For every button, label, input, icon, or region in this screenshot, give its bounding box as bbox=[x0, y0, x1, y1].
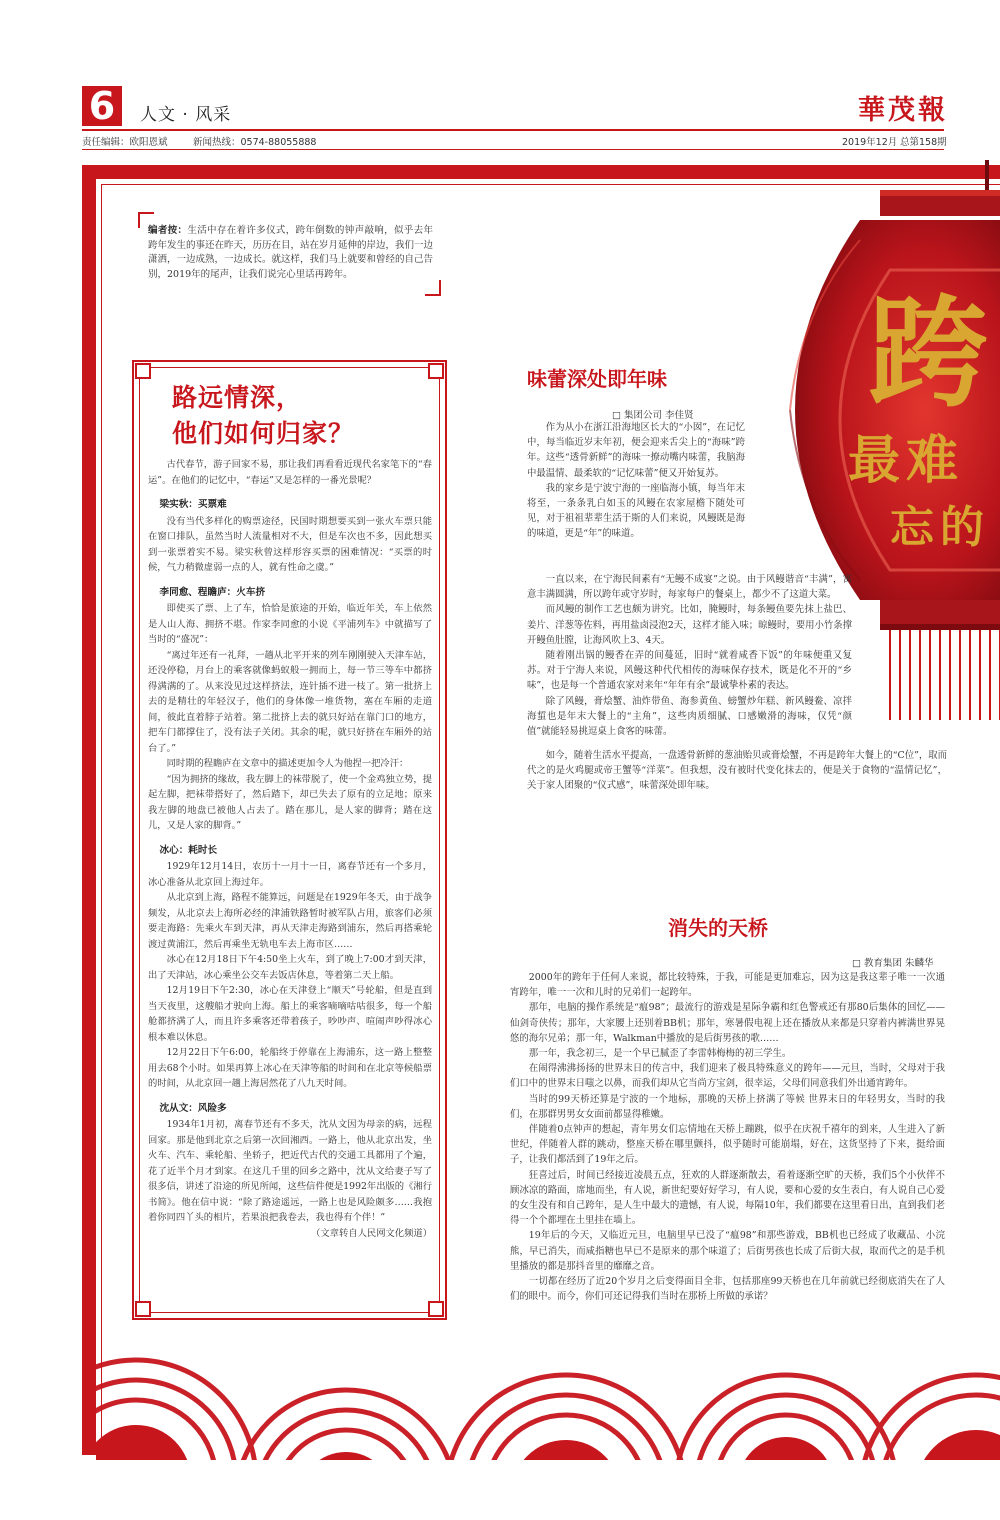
editor-note-label: 编者按： bbox=[148, 225, 188, 236]
subheading: 冰心：耗时长 bbox=[159, 844, 218, 856]
paragraph: 如今，随着生活水平提高，一盘透骨新鲜的葱油贻贝或膏烩蟹，不再是跨年大餐上的“C位”，取而代之的是火鸡腿或帝王蟹等“洋菜”。但我想，没有被时代变化抹去的，便是关于食物的“温情记忆”，关于家人团聚的“仪式感”，味蕾深处即年味。 bbox=[527, 750, 947, 792]
editor-note-text: 生活中存在着许多仪式，跨年倒数的钟声敲响，似乎去年跨年发生的事还在昨天，历历在目，站在岁月延伸的岸边，我们一边潇洒，一边成熟，一边成长。就这样，我们马上就要和曾经的自己告别，2019年的尾声，让我们说完心里话再跨年。 bbox=[148, 225, 434, 280]
paragraph: 一切都在经历了近20个岁月之后变得面目全非，包括那座99天桥也在几年前就已经彻底消失在了人们的眼中。而今，你们可还记得我们当时在那桥上所做的承诺？ bbox=[510, 1276, 945, 1303]
frame-corner bbox=[135, 363, 151, 379]
paragraph: 同时期的程瞻庐在文章中的描述更加令人为他捏一把冷汗： bbox=[166, 758, 409, 769]
article2-body-wide bbox=[527, 748, 947, 794]
issue-number: 总第158期 bbox=[900, 137, 947, 148]
paragraph: 12月22日下午6:00，轮船终于停靠在上海浦东，这一路上整整用去68个小时。如果再算上冰心在天津等船的时间和在北京等候船票的时间，从北京回一趟上海居然花了八九天时间。 bbox=[148, 1047, 432, 1089]
article3-title: 消失的天桥 bbox=[668, 916, 768, 940]
article3-body bbox=[510, 970, 945, 1304]
issue-date: 2019年12月 bbox=[842, 137, 898, 148]
paragraph: 1929年12月14日，农历十一月十一日，离春节还有一个多月，冰心准备从北京回上海过年。 bbox=[148, 861, 432, 888]
editor-credit: 责任编辑：欧阳恩斌 bbox=[82, 137, 168, 148]
paragraph: 除了风鳗，膏烩蟹、油炸带鱼、海参黄鱼、螃蟹炒年糕、新风鳗鲞、凉拌海蜇也是年末大餐上的“主角”，这些肉质细腻、口感嫩滑的海味，仅凭“颜值”就能轻易挑逗桌上食客的味蕾。 bbox=[527, 695, 852, 738]
page-number: 6 bbox=[82, 86, 122, 126]
subheading: 李同愈、程瞻庐：火车挤 bbox=[159, 586, 266, 598]
paragraph: “因为拥挤的缘故，我左脚上的袜带脱了，使一个金鸡独立势，提起左脚，把袜带搭好了，然后踏下，却已失去了原有的立足地；原来我左脚的地盘已被他人占去了。踏在那儿，是人家的脚背；踏在这儿，又是人家的脚背。” bbox=[148, 773, 432, 831]
paragraph: 在闹得沸沸扬扬的世界末日的传言中，我们迎来了极具特殊意义的跨年——元旦，当时，父母对于我们口中的世界末日嗤之以鼻，而我们却从它当尚方宝剑，很幸运，父母们同意我们外出通宵跨年。 bbox=[510, 1063, 945, 1090]
headline-line-2: 他们如何归家？ bbox=[172, 419, 355, 448]
article2-body-mid bbox=[527, 572, 852, 739]
bottom-wave-decoration bbox=[96, 1310, 1000, 1460]
wave-svg bbox=[96, 1310, 1000, 1460]
paragraph: 1934年1月初，离春节还有不多天，沈从文因为母亲的病，远程回家。那是他到北京之后第一次回湘西。一路上，他从北京出发，坐火车、汽车、乘轮船、坐轿子，把近代古代的交通工具都用了个遍，花了近半个月才到家。在这几千里的回乡之路中，沈从文给妻子写了很多信，讲述了沿途的所见所闻，这些信件便是1992年出版的《湘行书简》。他在信中说：“除了路途遥远，一路上也是风险颇多……我抱着你同四丫头的相片，若果浪把我卷去，我也得有个伴！” bbox=[148, 1119, 432, 1223]
paragraph: 那一年，我念初三，是一个早已腻歪了李雷韩梅梅的初三学生。 bbox=[528, 1048, 792, 1060]
header-rule-thin bbox=[82, 149, 944, 150]
source-credit: （文章转自人民网文化频道） bbox=[311, 1227, 432, 1239]
paragraph: 2000年的跨年于任何人来说，都比较特殊，于我，可能是更加难忘，因为这是我这辈子唯一一次通宵跨年，唯一一次和儿时的兄弟们一起跨年。 bbox=[510, 972, 945, 999]
paragraph: 我的家乡是宁波宁海的一座临海小镇，每当年末将至，一条条乳白如玉的风鳗在农家屋檐下随处可见，对于祖祖辈辈生活于斯的人们来说，风鳗既是海的味道，更是“年”的味道。 bbox=[527, 482, 745, 540]
news-hotline: 新闻热线：0574-88055888 bbox=[193, 137, 317, 148]
lantern-big-char: 跨 bbox=[868, 283, 988, 424]
paragraph: 那年，电脑的操作系统是“瘟98”；最流行的游戏是星际争霸和红色警戒还有那80后集体的回忆——仙剑奇侠传；那年，大家腰上还别着BB机；那年，寒暑假电视上还在播放从来都是只穿着内裤满世界晃悠的海尔兄弟；那一年，Walkman中播放的是后街男孩的歌…… bbox=[510, 1002, 945, 1044]
paragraph: 从北京到上海，路程不能算远，问题是在1929年冬天，由于战争频发，从北京去上海所必经的津浦铁路暂时被军队占用，旅客们必须要走海路：先乘火车到天津，再从天津走海路到浦东，然后再搭乘轮渡过黄浦江，然后再乘坐无轨电车去上海市区…… bbox=[148, 892, 432, 950]
article3-byline: □ 教育集团 朱麟华 bbox=[852, 958, 934, 969]
masthead-logo: 華茂報 bbox=[858, 95, 948, 126]
editor-note bbox=[148, 224, 433, 282]
headline-line-1: 路远情深， bbox=[172, 383, 303, 412]
frame-corner bbox=[428, 363, 444, 379]
article2-title: 味蕾深处即年味 bbox=[527, 367, 667, 391]
header-rule bbox=[82, 129, 944, 131]
subheading: 沈从文：风险多 bbox=[159, 1102, 227, 1114]
left-article-headline bbox=[172, 380, 354, 452]
paragraph: 没有当代多样化的购票途径，民国时期想要买到一张火车票只能在窗口排队，虽然当时人流量相对不大，但是车次也不多，因此想买到一张票着实不易。梁实秋曾这样形容买票的困难情况：“买票的时候，气力稍微虚弱一点的人，就有性命之虞。” bbox=[148, 515, 432, 573]
paragraph: 19年后的今天，又临近元旦，电脑里早已没了“瘟98”和那些游戏，BB机也已经成了收藏品、小浣熊，早已消失，而咸指糖也早已不是原来的那个味道了；后街男孩也长成了后街大叔，取而代之的是手机里播放的都是那抖音里的靡靡之音。 bbox=[510, 1230, 945, 1272]
paragraph: 作为从小在浙江沿海地区长大的“小囡”，在记忆中，每当临近岁末年初，便会迎来舌尖上的“海味”跨年。这些“透骨新鲜”的海味一撩动嘴内味蕾，我脑海中最温情、最柔软的“记忆味蕾”便又开始复苏。 bbox=[527, 422, 745, 479]
paragraph: 当时的99天桥还算是宁波的一个地标，那晚的天桥上挤满了等候 世界末日的年轻男女，当时的我们，在那群男男女女面前都显得稚嫩。 bbox=[510, 1093, 945, 1120]
paragraph: 伴随着0点钟声的想起，青年男女们忘情地在天桥上蹦跳，似乎在庆祝千禧年的到来，人生进入了新世纪，伴随着人群的跳动，整座天桥在哪里颤抖，似乎随时可能崩塌，好在，这货坚持了下来，挺给面子，让我们都活到了19年之后。 bbox=[510, 1124, 945, 1166]
paragraph: 古代春节，游子回家不易，那让我们再看看近现代名家笔下的“春运”。在他们的记忆中，“春运”又是怎样的一番光景呢？ bbox=[148, 459, 432, 486]
subheading: 梁实秋：买票难 bbox=[159, 499, 227, 510]
paragraph: “离过年还有一礼拜，一趟从北平开来的列车刚刚驶入天津车站，还没停稳，月台上的乘客就像蚂蚁般一拥而上，每一节三等车中都挤得满满的了。从来没见过这样挤法，连针插不进一枝了。第一批挤上去的是精壮的年轻汉子，他们的身体像一堆货物，塞在车厢的走道间，彼此直着脖子站着。第二批挤上去的就只好站在靠门口的地方，把车门都撑住了，没有法子关闭。其余的呢，就只好挤在车厢外的站台了。” bbox=[148, 649, 432, 754]
paragraph: 一直以来，在宁海民间素有“无鳗不成宴”之说。由于风鳗谐音“丰满”，寓意丰满圆满，所以跨年或守岁时，每家每户的餐桌上，都少不了这道大菜。 bbox=[527, 574, 852, 601]
paragraph: 狂喜过后，时间已经接近凌晨五点，狂欢的人群逐渐散去，看着逐渐空旷的天桥，我们5个小伙伴不顾冰凉的路面，席地而坐，有人说，新世纪要好好学习，有人说，要和心爱的女生表白，有人说自己心爱的女生没有和自己跨年，是人生中最大的遗憾，有人说，每隔10年，我们都要在这里看日出，直到我们老得一个个都埋在土里挂在墙上。 bbox=[510, 1169, 945, 1227]
article2-body-narrow bbox=[527, 420, 745, 542]
paragraph: 随着刚出锅的鳗香在弄的间蔓延，旧时“就着咸香下饭”的年味便重又复苏。对于宁海人来说，风鳗这种代代相传的海味保存技术，既是化不开的“乡味”，也是每一个普通农家对来年“年年有余”最诚挚朴素的表达。 bbox=[527, 650, 852, 692]
article2-byline: □ 集团公司 李佳贤 bbox=[612, 410, 694, 421]
section-title: 人文 · 风采 bbox=[140, 105, 232, 125]
paragraph: 而风鳗的制作工艺也颇为讲究。比如，腌鳗时，每条鳗鱼要先抹上盐巴、姜片、洋葱等佐料，再用盐卤浸泡2天，这样才能入味；晾鳗时，要用小竹条撑开鳗鱼肚膛，让海风吹上3、4天。 bbox=[527, 604, 852, 646]
paragraph: 冰心在12月18日下午4:50坐上火车，到了晚上7:00才到天津，出了天津站，冰心乘坐公交车去饭店休息，等着第二天上船。 bbox=[148, 954, 432, 981]
note-bracket-bottom bbox=[425, 280, 441, 296]
lantern-line-2: 忘的 bbox=[890, 502, 990, 553]
lantern-line-1: 最难 bbox=[848, 430, 965, 491]
paragraph: 即使买了票、上了车，恰恰是旅途的开始，临近年关，车上依然是人山人海、拥挤不堪。作家李同愈的小说《平浦列车》中就描写了当时的“盛况”： bbox=[148, 603, 432, 645]
paragraph: 12月19日下午2:30，冰心在天津登上“顺天”号轮船，但是直到当天夜里，这艘船才驶向上海。船上的乘客嘀嘀咕咕很多，每一个船舱都挤满了人，而且许多乘客还带着孩子，吵吵声、喧闹声吵得冰心根本难以休息。 bbox=[148, 985, 432, 1043]
left-article-body bbox=[148, 457, 432, 1241]
